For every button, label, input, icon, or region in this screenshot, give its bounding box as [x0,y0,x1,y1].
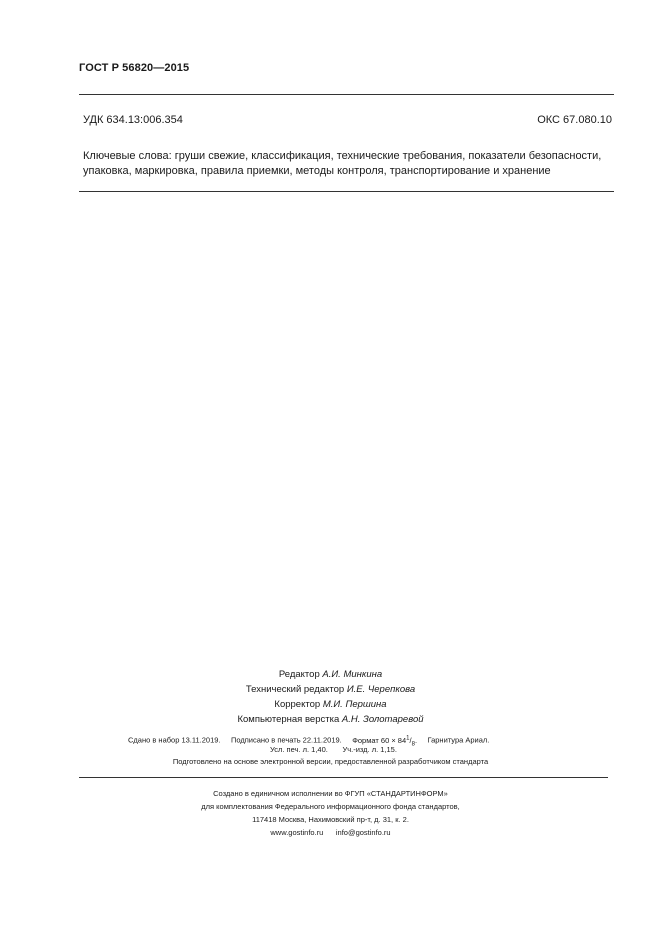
top-divider [79,94,614,95]
publisher-address: 117418 Москва, Нахимовский пр-т, д. 31, к. 2. [252,815,409,824]
printed-sheets: Усл. печ. л. 1,40. [270,745,328,754]
tech-editor-line [0,682,661,697]
website-link[interactable]: www.gostinfo.ru [270,828,324,837]
format-numerator: 1 [406,735,410,741]
corrector-role: Корректор [274,699,321,710]
publishing-sheets: Уч.-изд. л. 1,15. [342,745,397,754]
layout-name: А.Н. Золотаревой [341,714,424,725]
standard-number: ГОСТ Р 56820—2015 [79,62,190,74]
tech-editor-name: И.Е. Черепкова [346,684,416,695]
publisher-divider [79,777,608,778]
typeface: Гарнитура Ариал. [427,735,490,745]
format-denominator: 8 [411,741,415,747]
keywords-line-1: Ключевые слова: груши свежие, классификация, технические требования, показатели безопасности, [83,150,602,162]
publisher-line-2: для комплектования Федерального информационного фонда стандартов, [201,802,460,811]
editor-role: Редактор [278,669,320,680]
editor-name: А.И. Минкина [322,669,383,680]
submitted-date: Сдано в набор 13.11.2019. [128,735,221,745]
format-prefix: Формат 60 × 84 [352,735,407,745]
udk-code: УДК 634.13:006.354 [83,114,183,126]
keywords-divider [79,191,614,192]
imprint-line-2 [270,745,397,754]
corrector-line [0,697,661,712]
paper-format: Формат $60 \times 84^1/_8$. [352,735,418,747]
email-link[interactable]: info@gostinfo.ru [335,828,391,837]
layout-line [0,712,661,727]
editor-line [0,667,661,682]
publisher-contacts [0,826,661,839]
publisher-block [0,787,661,839]
tech-editor-role: Технический редактор [245,684,345,695]
signed-date: Подписано в печать 22.11.2019. [230,735,342,745]
keywords-block [83,149,613,179]
credits-block [0,667,661,727]
corrector-name: М.И. Першина [322,699,387,710]
oks-code: ОКС 67.080.10 [537,114,612,126]
keywords-line-2: упаковка, маркировка, правила приемки, методы контроля, транспортирование и хранение [83,165,551,177]
publisher-line-1: Создано в единичном исполнении во ФГУП «СТАНДАРТИНФОРМ» [213,789,448,798]
layout-role: Компьютерная верстка [237,714,340,725]
prepared-note: Подготовлено на основе электронной версии, предоставленной разработчиком стандарта [172,757,489,766]
